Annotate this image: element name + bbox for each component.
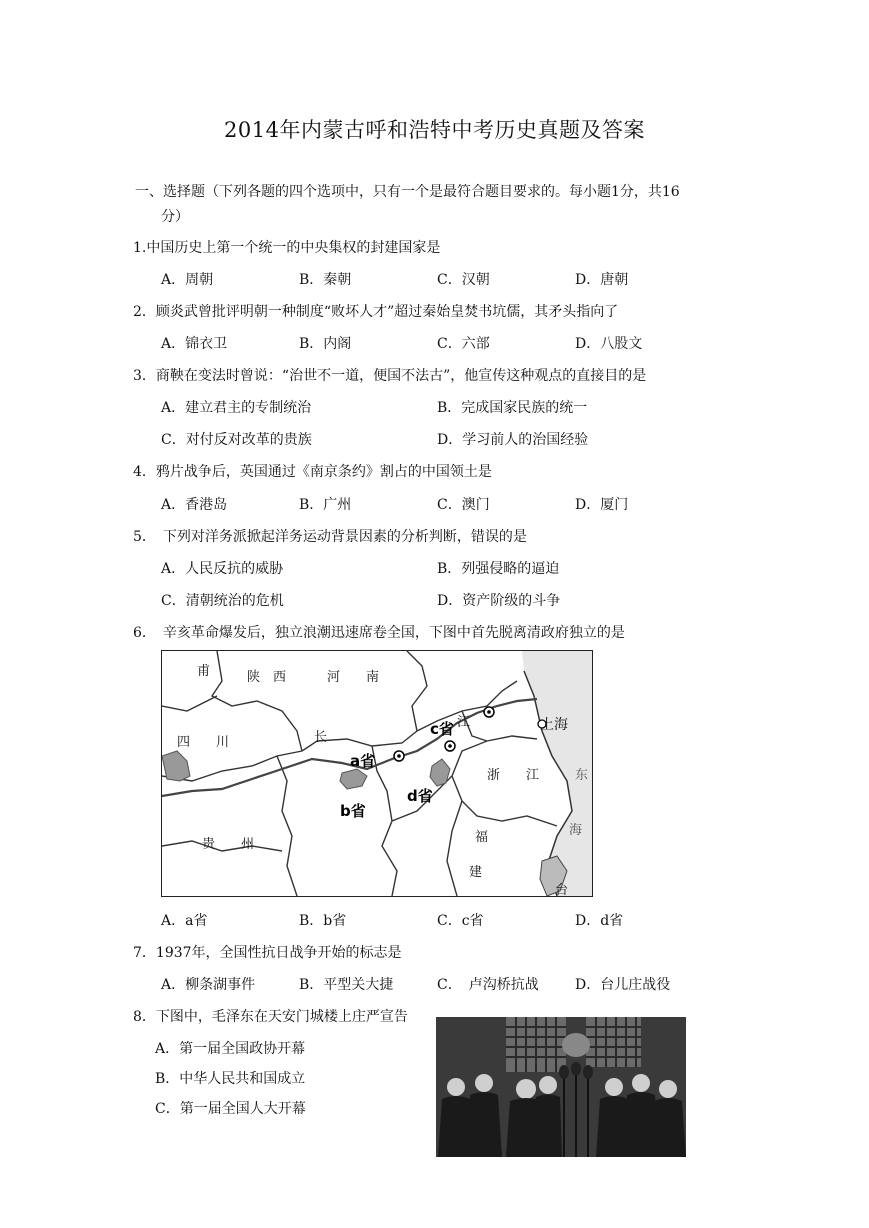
q5-option-b[interactable]: B．列强侵略的逼迫 [437,561,560,577]
q8-option-c[interactable]: C．第一届全国人大开幕 [155,1101,306,1117]
q1-option-d[interactable]: D．唐朝 [575,272,629,288]
question-6-stem: 6． 辛亥革命爆发后，独立浪潮迅速席卷全国，下图中首先脱离清政府独立的是 [133,625,625,641]
question-1-stem: 1.中国历史上第一个统一的中央集权的封建国家是 [133,240,441,256]
label-a-province: a省 [350,752,376,770]
q5-option-d[interactable]: D．资产阶级的斗争 [437,593,561,609]
q8-option-a[interactable]: A．第一届全国政协开幕 [155,1041,306,1057]
label-fujian: 福 [475,830,489,845]
q4-option-d[interactable]: D．厦门 [575,497,629,513]
q7-option-a[interactable]: A．柳条湖事件 [161,977,256,993]
q5-option-a[interactable]: A．人民反抗的威胁 [161,561,284,577]
label-jian: 建 [469,865,483,880]
q3-option-c[interactable]: C．对付反对改革的贵族 [161,432,312,448]
q4-option-a[interactable]: A．香港岛 [161,497,228,513]
label-jiang: 江 [457,715,471,730]
q1-option-c[interactable]: C．汉朝 [437,272,490,288]
q1-option-b[interactable]: B．秦朝 [299,272,352,288]
q7-option-b[interactable]: B．平型关大捷 [299,977,394,993]
q3-option-d[interactable]: D．学习前人的治国经验 [437,432,589,448]
label-sichuan: 四 川 [177,735,230,750]
q6-option-c[interactable]: C．c省 [437,913,484,929]
label-d-province: d省 [407,787,433,805]
q2-option-c[interactable]: C．六部 [437,336,490,352]
city-marker-nanjing-dot [487,710,491,714]
page-title: 2014年内蒙古呼和浩特中考历史真题及答案 [224,118,645,142]
label-shaanxi: 陕 西 [247,670,287,685]
q3-option-a[interactable]: A．建立君主的专制统治 [161,400,312,416]
province-map [161,650,593,897]
label-tai: 台 [555,883,569,896]
label-guizhou: 贵 州 [202,837,255,852]
question-3-stem: 3．商鞅在变法时曾说：“治世不一道，便国不法古”，他宣传这种观点的直接目的是 [133,368,647,384]
label-b-province: b省 [340,802,366,820]
tiananmen-photo-svg [436,1017,686,1157]
q4-option-b[interactable]: B．广州 [299,497,352,513]
question-8-stem: 8．下图中，毛泽东在天安门城楼上庄严宣告 [133,1009,408,1025]
q7-option-c[interactable]: C． 卢沟桥抗战 [437,977,539,993]
q6-option-a[interactable]: A．a省 [161,913,208,929]
tiananmen-photo [436,1017,686,1157]
q5-option-c[interactable]: C．清朝统治的危机 [161,593,284,609]
question-2-stem: 2．顾炎武曾批评明朝一种制度“败坏人才”超过秦始皇焚书坑儒，其矛头指向了 [133,304,619,320]
province-map-svg [162,651,592,896]
q6-option-d[interactable]: D．d省 [575,913,624,929]
section-heading-cont: 分） [161,209,189,225]
label-gansu: 甫 [197,664,211,679]
label-chang: 长 [314,730,328,745]
question-4-stem: 4．鸦片战争后，英国通过《南京条约》割占的中国领土是 [133,464,492,480]
q2-option-a[interactable]: A．锦衣卫 [161,336,228,352]
lake-sichuan [162,751,190,781]
city-marker-c-dot [448,744,452,748]
label-henan: 河 南 [327,670,380,685]
q4-option-c[interactable]: C．澳门 [437,497,490,513]
label-dong: 东 [575,768,589,783]
label-shanghai: 上海 [540,717,568,733]
q3-option-b[interactable]: B．完成国家民族的统一 [437,400,588,416]
q1-option-a[interactable]: A．周朝 [161,272,214,288]
q8-option-b[interactable]: B．中华人民共和国成立 [155,1071,306,1087]
section-heading: 一、选择题（下列各题的四个选项中，只有一个是最符合题目要求的。每小题1分，共16 [135,184,680,200]
q2-option-d[interactable]: D．八股文 [575,336,643,352]
question-7-stem: 7．1937年，全国性抗日战争开始的标志是 [133,945,402,961]
lake-dongting [340,769,367,789]
city-marker-a-dot [397,754,401,758]
label-c-province: c省 [430,720,454,738]
q2-option-b[interactable]: B．内阁 [299,336,352,352]
q7-option-d[interactable]: D．台儿庄战役 [575,977,671,993]
label-hai: 海 [569,823,583,838]
q6-option-b[interactable]: B．b省 [299,913,347,929]
label-zhejiang: 浙 江 [487,768,540,783]
question-5-stem: 5． 下列对洋务派掀起洋务运动背景因素的分析判断，错误的是 [133,529,527,545]
